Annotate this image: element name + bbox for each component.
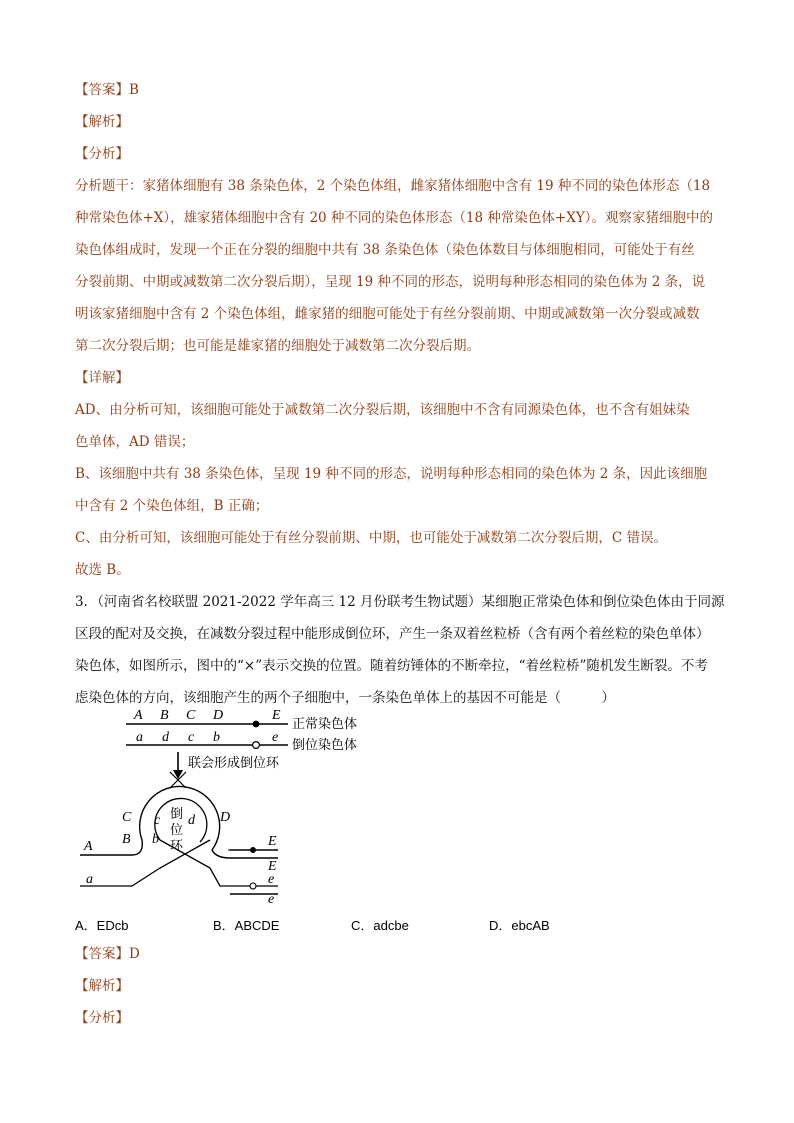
analysis-line: 种常染色体+X），雄家猪体细胞中含有 20 种不同的染色体形态（18 种常染色体+XY）。观察家猪细胞中的 xyxy=(75,210,713,226)
inverted-chromosome-label: 倒位染色体 xyxy=(292,737,358,752)
gene-label: d xyxy=(188,813,195,828)
centromere-normal-end xyxy=(250,847,256,853)
analysis-line: 分析题干：家猪体细胞有 38 条染色体，2 个染色体组，雌家猪体细胞中含有 19 种不同的染色体形态（18 xyxy=(75,178,711,194)
lower-strand-left xyxy=(80,840,210,886)
analysis-line: 分裂前期、中期或减数第二次分裂后期），呈现 19 种不同的形态，说明每种形态相同的染色体为 2 条，说 xyxy=(75,274,706,290)
detail-line: C、由分析可知，该细胞可能处于有丝分裂前期、中期，也可能处于减数第二次分裂后期，C 错误。 xyxy=(75,530,667,546)
gene-label: a xyxy=(86,872,93,887)
question-line: 区段的配对及交换，在减数分裂过程中能形成倒位环，产生一条双着丝粒桥（含有两个着丝粒的染色单体） xyxy=(75,626,710,642)
gene-label: d xyxy=(162,730,169,745)
gene-label: b xyxy=(152,832,159,847)
gene-label: B xyxy=(122,832,131,847)
option-a[interactable]: A．EDcb xyxy=(75,918,129,933)
analysis-line: 第二次分裂后期；也可能是雄家猪的细胞处于减数第二次分裂后期。 xyxy=(75,338,480,354)
answer-heading: 【答案】D xyxy=(75,946,140,962)
gene-label: e xyxy=(272,730,279,745)
detail-line: 色单体，AD 错误； xyxy=(75,434,195,450)
analysis-heading: 【分析】 xyxy=(75,1010,129,1026)
question-line: 3．（河南省名校联盟 2021-2022 学年高三 12 月份联考生物试题）某细胞正常染色体和倒位染色体由于同源 xyxy=(75,594,725,610)
analysis-line: 明该家猪细胞中含有 2 个染色体组，雌家猪的细胞可能处于有丝分裂前期、中期或减数第一次分裂或减数 xyxy=(75,306,700,322)
arrow-label: 联会形成倒位环 xyxy=(188,755,280,770)
explanation-heading: 【解析】 xyxy=(75,978,129,994)
gene-label: e xyxy=(268,872,275,887)
gene-label: E xyxy=(272,708,281,723)
centromere-inverted-end xyxy=(250,883,256,889)
gene-label: D xyxy=(213,708,224,723)
gene-label: C xyxy=(122,810,132,825)
detail-line: B、该细胞中共有 38 条染色体，呈现 19 种不同的形态，说明每种形态相同的染色体为 2 条，因此该细胞 xyxy=(75,466,708,482)
arrow-head-icon xyxy=(173,770,183,779)
detail-heading: 【详解】 xyxy=(75,370,129,386)
detail-line: 故选 B。 xyxy=(75,562,130,578)
gene-label: B xyxy=(160,708,169,723)
detail-line: AD、由分析可知，该细胞可能处于减数第二次分裂后期，该细胞中不含有同源染色体，也不含有姐妹染 xyxy=(75,402,690,418)
gene-label: C xyxy=(186,708,196,723)
option-c[interactable]: C．adcbe xyxy=(351,918,409,933)
gene-label: c xyxy=(154,813,161,828)
gene-label: b xyxy=(213,730,220,745)
answer-heading: 【答案】B xyxy=(75,82,139,98)
gene-label: c xyxy=(188,730,195,745)
loop-label: 倒 xyxy=(170,806,184,821)
question-line: 染色体，如图所示，图中的“×”表示交换的位置。随着纺锤体的不断牵拉，“着丝粒桥”随机发生断裂。不考 xyxy=(75,658,708,674)
centromere-inverted xyxy=(253,742,260,749)
analysis-heading: 【分析】 xyxy=(75,146,129,162)
gene-label: A xyxy=(84,839,93,854)
detail-line: 中含有 2 个染色体组，B 正确； xyxy=(75,498,269,514)
gene-label: D xyxy=(220,810,231,825)
gene-label: A xyxy=(134,708,143,723)
gene-label: E xyxy=(268,834,277,849)
analysis-line: 染色体组成时，发现一个正在分裂的细胞中共有 38 条染色体（染色体数目与体细胞相同，可能处于有丝 xyxy=(75,242,695,258)
explanation-heading: 【解析】 xyxy=(75,114,129,130)
inversion-loop-diagram xyxy=(70,700,390,910)
option-d[interactable]: D．ebcAB xyxy=(489,918,550,933)
loop-label: 位 xyxy=(170,822,184,837)
answer-options xyxy=(75,915,725,933)
gene-label: E xyxy=(268,859,277,874)
gene-label: e xyxy=(268,892,275,907)
option-b[interactable]: B．ABCDE xyxy=(213,918,280,933)
gene-label: a xyxy=(136,730,143,745)
centromere-normal xyxy=(253,721,260,728)
question-line: 虑染色体的方向，该细胞产生的两个子细胞中，一条染色单体上的基因不可能是（ ） xyxy=(75,690,615,706)
loop-label: 环 xyxy=(170,838,184,853)
normal-chromosome-label: 正常染色体 xyxy=(292,716,358,731)
